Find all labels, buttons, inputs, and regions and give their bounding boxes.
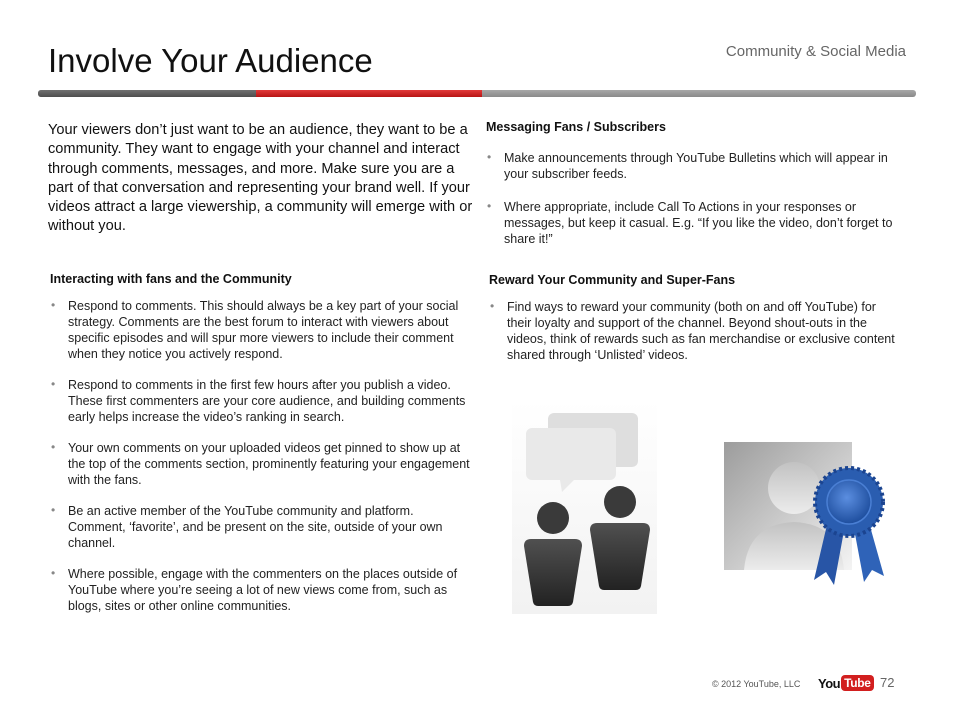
fans-heading: Interacting with fans and the Community — [50, 272, 292, 286]
list-item-text: Be an active member of the YouTube community and platform. Comment, ‘favorite’, and be present on the site, outside of your own channel. — [68, 504, 443, 550]
bullet-icon: • — [51, 298, 56, 312]
section-category: Community & Social Media — [725, 43, 906, 60]
list-item-text: Where appropriate, include Call To Actions in your responses or messages, but keep it casual. E.g. “If you like the video, don’t forget to share it!” — [504, 200, 893, 246]
messaging-heading: Messaging Fans / Subscribers — [486, 120, 666, 134]
list-item-text: Where possible, engage with the commenters on the places outside of YouTube where you’re seeing a lot of new views come from, such as blogs, sites or other online communities. — [68, 567, 458, 613]
bullet-icon: • — [51, 377, 56, 391]
list-item — [486, 150, 911, 182]
list-item — [50, 566, 472, 614]
youtube-logo — [818, 673, 874, 693]
list-item — [489, 299, 899, 363]
messaging-list — [486, 150, 911, 247]
bullet-icon: • — [490, 299, 495, 313]
list-item-text: Respond to comments in the first few hours after you publish a video. These first commenters are your core audience, and building comments early helps increase the video’s ranking in search. — [68, 378, 466, 424]
page-title: Involve Your Audience — [48, 42, 373, 79]
intro-paragraph: Your viewers don’t just want to be an audience, they want to be a community. They want to engage with your channel and interact through comments, messages, and more. Make sure you are a part of that conversation and representing your brand well. If your videos attract a large viewership, a community will emerge with or without you. — [48, 122, 473, 235]
award-ribbon-icon — [722, 440, 887, 600]
fans-section — [50, 272, 472, 629]
bullet-icon: • — [51, 566, 56, 580]
list-item — [50, 440, 472, 488]
list-item-text: Your own comments on your uploaded videos get pinned to show up at the top of the comments section, prominently featuring your engagement with the fans. — [68, 441, 470, 487]
bullet-icon: • — [487, 150, 492, 164]
list-item — [486, 199, 911, 247]
list-item — [50, 298, 472, 362]
fans-list — [50, 298, 472, 614]
logo-you-text: You — [818, 675, 841, 691]
bullet-icon: • — [51, 503, 56, 517]
list-item-text: Make announcements through YouTube Bulletins which will appear in your subscriber feeds. — [504, 151, 888, 181]
logo-tube-text: Tube — [841, 675, 874, 691]
messaging-section — [486, 120, 911, 264]
people-chat-icon — [512, 400, 657, 614]
list-item — [50, 503, 472, 551]
reward-list — [489, 299, 899, 363]
copyright-text: © 2012 YouTube, LLC — [712, 679, 801, 689]
header-divider-dark-segment — [38, 90, 256, 97]
page-number: 72 — [880, 675, 895, 690]
reward-heading: Reward Your Community and Super-Fans — [489, 273, 736, 287]
list-item-text: Respond to comments. This should always be a key part of your social strategy. Comments are the best forum to interact with viewers about specific episodes and will spur more viewers to include their comment when they notice you actively respond. — [68, 299, 459, 361]
reward-section — [489, 273, 899, 378]
bullet-icon: • — [51, 440, 56, 454]
list-item-text: Find ways to reward your community (both on and off YouTube) for their loyalty and support of the channel. Beyond shout-outs in the videos, think of rewards such as fan merchandise or exclusive content shared through ‘Unlisted’ videos. — [507, 300, 895, 362]
list-item — [50, 377, 472, 425]
header-divider-red-segment — [256, 90, 482, 97]
bullet-icon: • — [487, 199, 492, 213]
